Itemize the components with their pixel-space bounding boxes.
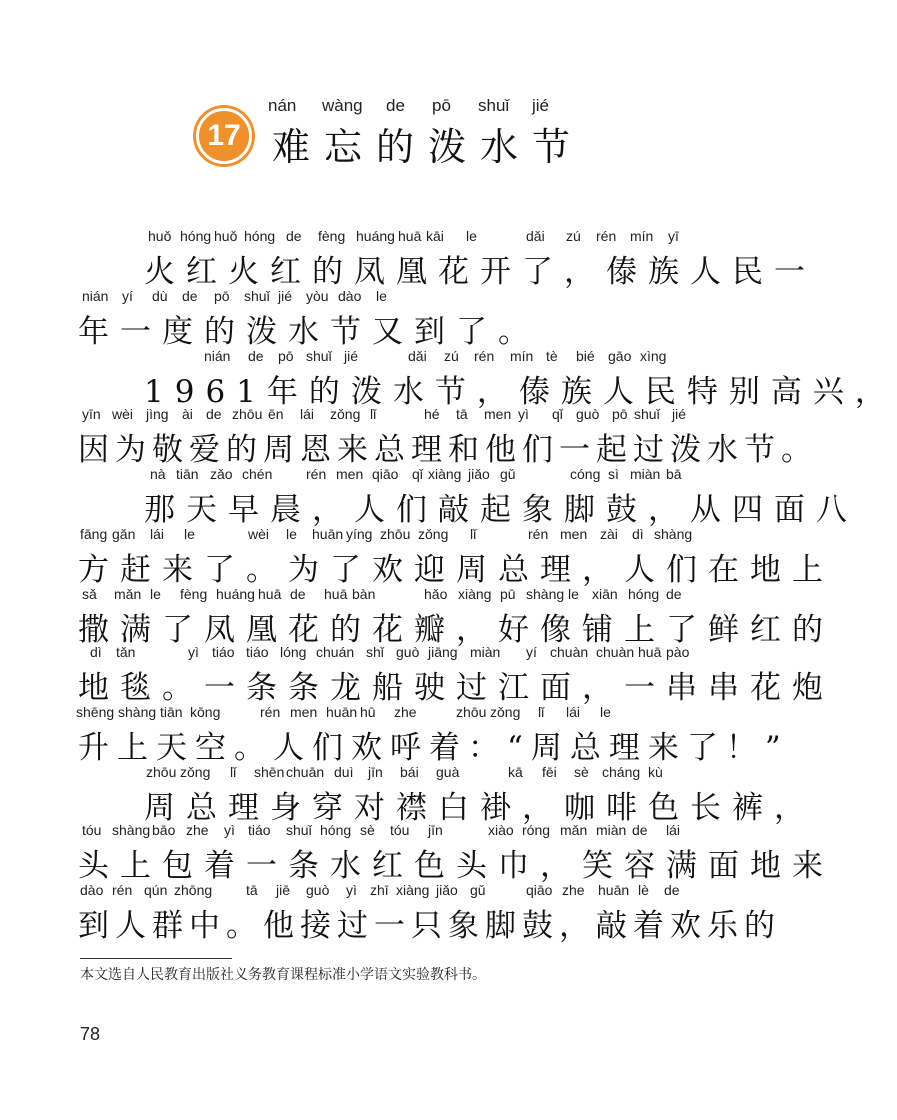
pinyin-syllable: qǐ (412, 466, 423, 482)
pinyin-syllable: gǎn (112, 526, 136, 542)
pinyin-syllable: huáng (216, 586, 255, 602)
pinyin-syllable: huān (598, 882, 630, 898)
pinyin-syllable: gǔ (470, 882, 486, 898)
hanzi-row: 那天早晨，人们敲起象脚鼓，从四面八 (144, 492, 858, 528)
pinyin-syllable: huáng (356, 228, 395, 244)
pinyin-syllable: lái (666, 822, 681, 838)
hanzi-row: 头上包着一条水红色头巾，笑容满面地来 (78, 848, 834, 884)
pinyin-syllable: hǎo (424, 586, 448, 602)
pinyin-syllable: guò (576, 406, 600, 422)
pinyin-syllable: pō (278, 348, 294, 364)
text-line (0, 882, 800, 942)
pinyin-syllable: de (632, 822, 648, 838)
pinyin-syllable: jiē (276, 882, 291, 898)
pinyin-syllable: guò (306, 882, 330, 898)
pinyin-syllable: tā (456, 406, 468, 422)
pinyin-syllable: zhe (394, 704, 417, 720)
pinyin-syllable: shàng (112, 822, 151, 838)
pinyin-syllable: tóu (82, 822, 102, 838)
pinyin-syllable: de (182, 288, 198, 304)
pinyin-syllable: qǐ (552, 406, 563, 422)
pinyin-syllable: le (376, 288, 387, 304)
text-line (0, 288, 800, 348)
pinyin-syllable: hóng (180, 228, 212, 244)
pinyin-syllable: huā (324, 586, 348, 602)
hanzi-row: 方赶来了。为了欢迎周总理，人们在地上 (78, 552, 834, 588)
pinyin-syllable: jìng (146, 406, 169, 422)
hanzi-row: 地毯。一条条龙船驶过江面，一串串花炮 (78, 670, 834, 706)
pinyin-syllable: zhe (562, 882, 585, 898)
pinyin-syllable: huān (312, 526, 344, 542)
text-line (0, 406, 818, 468)
pinyin-syllable: rén (306, 466, 327, 482)
pinyin-syllable: tā (246, 882, 258, 898)
pinyin-syllable: huǒ (148, 228, 172, 244)
pinyin-syllable: huān (326, 704, 358, 720)
pinyin-syllable: zài (600, 526, 618, 542)
pinyin-syllable: hóng (320, 822, 352, 838)
pinyin-syllable: zhōu (380, 526, 411, 542)
pinyin-syllable: lǐ (370, 406, 377, 422)
pinyin-syllable: bā (666, 466, 682, 482)
hanzi-row: 到人群中。他接过一只象脚鼓，敲着欢乐的 (78, 908, 781, 944)
pinyin-syllable: dì (90, 644, 102, 660)
pinyin-syllable: shuǐ (306, 348, 332, 364)
pinyin-syllable: huā (398, 228, 422, 244)
pinyin-syllable: guò (396, 644, 420, 660)
pinyin-syllable: chuān (286, 764, 325, 780)
pinyin-syllable: lái (300, 406, 315, 422)
hanzi-row: 周总理身穿对襟白褂，咖啡色长裤， (144, 790, 816, 826)
pinyin-syllable: pō (612, 406, 628, 422)
pinyin-syllable: zǒng (490, 704, 521, 720)
pinyin-syllable: dào (80, 882, 104, 898)
footnote: 本文选自人民教育出版社义务教育课程标准小学语文实验教科书。 (80, 967, 486, 983)
pinyin-syllable: miàn (596, 822, 627, 838)
pinyin-syllable: nà (150, 466, 166, 482)
pinyin-syllable: pào (666, 644, 690, 660)
pinyin-syllable: rén (474, 348, 495, 364)
pinyin-syllable: chuàn (550, 644, 589, 660)
pinyin-syllable: yì (518, 406, 529, 422)
pinyin-syllable: qiāo (526, 882, 553, 898)
pinyin-syllable: huā (638, 644, 662, 660)
pinyin-syllable: hóng (628, 586, 660, 602)
pinyin-syllable: gǔ (500, 466, 516, 482)
pinyin-syllable: men (290, 704, 318, 720)
pinyin-syllable: lái (566, 704, 581, 720)
pinyin-syllable: zhe (186, 822, 209, 838)
pinyin-syllable: miàn (470, 644, 501, 660)
pinyin-syllable: de (248, 348, 264, 364)
text-line (0, 704, 800, 764)
pinyin-syllable: le (466, 228, 477, 244)
pinyin-syllable: hé (424, 406, 440, 422)
pinyin-syllable: zǒng (418, 526, 449, 542)
pinyin-syllable: yīn (82, 406, 101, 422)
pinyin-syllable: lè (638, 882, 649, 898)
pinyin-syllable: zhōu (456, 704, 487, 720)
pinyin-syllable: nián (204, 348, 231, 364)
pinyin-syllable: hū (360, 704, 376, 720)
text-line (0, 644, 834, 706)
pinyin-syllable: jīn (368, 764, 383, 780)
pinyin-syllable: huā (258, 586, 282, 602)
pinyin-syllable: fēi (542, 764, 557, 780)
pinyin-syllable: zǒng (180, 764, 211, 780)
pinyin-syllable: de (290, 586, 306, 602)
pinyin-syllable: de (666, 586, 682, 602)
lesson-number: 17 (207, 119, 241, 152)
footnote-divider (80, 958, 232, 959)
lesson-number-badge (196, 108, 252, 164)
pinyin-syllable: mín (630, 228, 654, 244)
pinyin-syllable: men (560, 526, 588, 542)
pinyin-syllable: kā (508, 764, 523, 780)
pinyin-syllable: wàng (322, 96, 363, 115)
pinyin-syllable: miàn (630, 466, 661, 482)
page-number: 78 (80, 1024, 101, 1044)
pinyin-syllable: yí (526, 644, 537, 660)
pinyin-syllable: cóng (570, 466, 601, 482)
pinyin-syllable: shuǐ (634, 406, 660, 422)
pinyin-syllable: de (386, 96, 405, 115)
pinyin-syllable: wèi (112, 406, 134, 422)
pinyin-syllable: jié (278, 288, 293, 304)
text-line (0, 526, 834, 588)
pinyin-syllable: zhī (370, 882, 389, 898)
pinyin-syllable: le (150, 586, 161, 602)
pinyin-syllable: rén (528, 526, 549, 542)
pinyin-syllable: dù (152, 288, 168, 304)
pinyin-syllable: zhōu (146, 764, 177, 780)
hanzi-row: 升上天空。人们欢呼着：“周总理来了！” (78, 730, 789, 766)
pinyin-syllable: fèng (318, 228, 346, 244)
pinyin-syllable: sè (360, 822, 375, 838)
pinyin-syllable: sì (608, 466, 619, 482)
pinyin-syllable: bāo (152, 822, 176, 838)
text-line (0, 228, 816, 290)
pinyin-syllable: yī (668, 228, 679, 244)
pinyin-syllable: shēn (254, 764, 285, 780)
pinyin-syllable: tǎn (116, 644, 136, 660)
pinyin-syllable: shēng (76, 704, 115, 720)
pinyin-syllable: zǒng (330, 406, 361, 422)
pinyin-syllable: xiào (488, 822, 514, 838)
pinyin-syllable: chuàn (596, 644, 635, 660)
text-line (0, 348, 897, 410)
pinyin-syllable: tiān (176, 466, 199, 482)
pinyin-syllable: dì (632, 526, 644, 542)
pinyin-syllable: duì (334, 764, 354, 780)
pinyin-syllable: róng (522, 822, 551, 838)
pinyin-syllable: yíng (346, 526, 373, 542)
pinyin-syllable: zǎo (210, 466, 233, 482)
pinyin-syllable: nán (268, 96, 297, 115)
pinyin-syllable: jié (532, 96, 550, 115)
pinyin-syllable: men (336, 466, 364, 482)
pinyin-syllable: fèng (180, 586, 208, 602)
pinyin-syllable: qún (144, 882, 168, 898)
pinyin-syllable: men (484, 406, 512, 422)
pinyin-syllable: zhōng (174, 882, 213, 898)
pinyin-syllable: kōng (190, 704, 221, 720)
pinyin-syllable: tóu (390, 822, 410, 838)
pinyin-syllable: yì (346, 882, 357, 898)
pinyin-syllable: ēn (268, 406, 284, 422)
pinyin-syllable: de (664, 882, 680, 898)
hanzi-row: 撒满了凤凰花的花瓣，好像铺上了鲜红的 (78, 612, 834, 648)
pinyin-syllable: kāi (426, 228, 444, 244)
pinyin-syllable: shǐ (366, 644, 384, 660)
pinyin-syllable: xiàng (396, 882, 430, 898)
pinyin-syllable: le (568, 586, 579, 602)
pinyin-syllable: tiáo (248, 822, 271, 838)
pinyin-syllable: shuǐ (478, 96, 510, 115)
pinyin-syllable: sè (574, 764, 589, 780)
pinyin-syllable: pū (500, 586, 516, 602)
pinyin-syllable: ài (182, 406, 193, 422)
pinyin-syllable: mín (510, 348, 534, 364)
pinyin-syllable: xìng (640, 348, 667, 364)
pinyin-syllable: zhōu (232, 406, 263, 422)
pinyin-syllable: zú (444, 348, 459, 364)
pinyin-syllable: nián (82, 288, 109, 304)
pinyin-syllable: huǒ (214, 228, 238, 244)
pinyin-syllable: lǐ (538, 704, 545, 720)
hanzi-row: 年一度的泼水节又到了。 (78, 314, 540, 350)
pinyin-syllable: jié (344, 348, 359, 364)
pinyin-syllable: pō (214, 288, 230, 304)
pinyin-syllable: chuán (316, 644, 355, 660)
text-line (0, 764, 816, 826)
pinyin-syllable: bái (400, 764, 419, 780)
pinyin-syllable: hóng (244, 228, 276, 244)
text-line (0, 466, 858, 528)
pinyin-syllable: chén (242, 466, 273, 482)
pinyin-syllable: dǎi (408, 348, 427, 364)
pinyin-syllable: de (286, 228, 302, 244)
pinyin-syllable: lǐ (230, 764, 237, 780)
pinyin-syllable: xiàng (458, 586, 492, 602)
pinyin-syllable: jiǎo (436, 882, 458, 898)
pinyin-syllable: jié (672, 406, 687, 422)
pinyin-syllable: cháng (602, 764, 641, 780)
pinyin-syllable: jīn (428, 822, 443, 838)
pinyin-syllable: yì (188, 644, 199, 660)
pinyin-syllable: fāng (80, 526, 108, 542)
pinyin-syllable: tiáo (212, 644, 235, 660)
pinyin-syllable: kù (648, 764, 663, 780)
pinyin-syllable: shàng (654, 526, 693, 542)
pinyin-syllable: rén (260, 704, 281, 720)
pinyin-syllable: tè (546, 348, 558, 364)
pinyin-syllable: rén (596, 228, 617, 244)
pinyin-syllable: shuǐ (244, 288, 270, 304)
pinyin-syllable: shuǐ (286, 822, 312, 838)
pinyin-syllable: bàn (352, 586, 376, 602)
pinyin-syllable: wèi (248, 526, 270, 542)
pinyin-syllable: mǎn (560, 822, 588, 838)
text-line (0, 822, 834, 884)
pinyin-syllable: tiān (160, 704, 183, 720)
text-line (0, 586, 834, 648)
pinyin-syllable: lóng (280, 644, 307, 660)
pinyin-syllable: xiàng (428, 466, 462, 482)
pinyin-syllable: jiǎo (468, 466, 490, 482)
pinyin-syllable: de (206, 406, 222, 422)
pinyin-syllable: xiān (592, 586, 618, 602)
pinyin-syllable: pō (432, 96, 451, 115)
pinyin-syllable: shàng (526, 586, 565, 602)
pinyin-syllable: shàng (118, 704, 157, 720)
pinyin-syllable: rén (112, 882, 133, 898)
pinyin-syllable: sǎ (82, 586, 97, 602)
hanzi-row: 因为敬爱的周恩来总理和他们一起过泼水节。 (78, 432, 818, 468)
pinyin-syllable: bié (576, 348, 595, 364)
pinyin-syllable: yòu (306, 288, 329, 304)
pinyin-syllable: lǐ (470, 526, 477, 542)
pinyin-syllable: le (600, 704, 611, 720)
pinyin-syllable: zú (566, 228, 581, 244)
pinyin-syllable: mǎn (114, 586, 142, 602)
hanzi-row: 1961年的泼水节，傣族人民特别高兴， (144, 374, 897, 410)
pinyin-syllable: yì (224, 822, 235, 838)
pinyin-syllable: qiāo (372, 466, 399, 482)
pinyin-syllable: jiāng (428, 644, 458, 660)
pinyin-syllable: le (184, 526, 195, 542)
pinyin-syllable: le (286, 526, 297, 542)
pinyin-syllable: dǎi (526, 228, 545, 244)
pinyin-syllable: tiáo (246, 644, 269, 660)
pinyin-syllable: yí (122, 288, 133, 304)
lesson-title: 难忘的泼水节 (272, 125, 585, 169)
pinyin-syllable: guà (436, 764, 460, 780)
pinyin-syllable: lái (150, 526, 165, 542)
pinyin-syllable: dào (338, 288, 362, 304)
pinyin-syllable: gāo (608, 348, 632, 364)
hanzi-row: 火红火红的凤凰花开了，傣族人民一 (144, 254, 816, 290)
